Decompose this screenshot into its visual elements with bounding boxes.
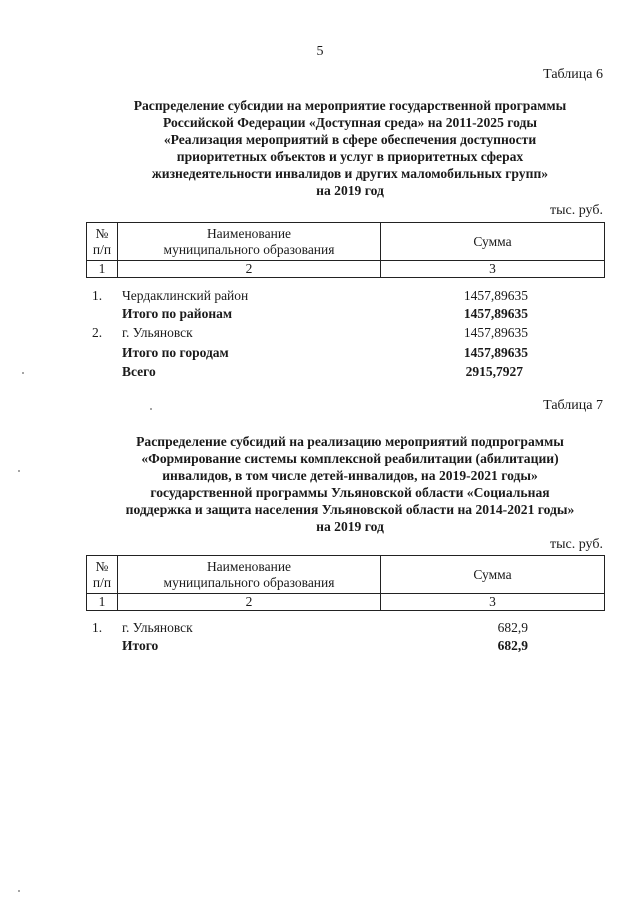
table7-title-line: поддержка и защита населения Ульяновской области на 2014-2021 годы» [125,502,575,517]
table6-row-sum: 1457,89635 [463,325,528,340]
scan-speck [18,470,20,472]
header-index-cell: 1 [87,594,118,611]
scan-speck [22,372,24,374]
scan-speck [18,890,20,892]
header-number-line: п/п [92,574,112,590]
header-index-cell: 3 [381,261,605,278]
table6-row-name: г. Ульяновск [122,325,193,340]
table7-title-line: «Формирование системы комплексной реабилитации (абилитации) [141,451,559,466]
table7-total-sum: 682,9 [497,638,528,653]
table6-label: Таблица 6 [543,67,603,82]
table7-header [86,555,605,611]
table6-subtotal-sum: 1457,89635 [463,345,528,360]
header-number-line: № [95,558,109,574]
header-name-line: Наименование [206,225,292,241]
table6-subtotal-sum: 1457,89635 [463,306,528,321]
table7-title-line: инвалидов, в том числе детей-инвалидов, на 2019-2021 годы» [162,468,538,483]
header-name-line: муниципального образования [163,574,335,590]
table7-unit: тыс. руб. [550,537,603,552]
table7-title-line: Распределение субсидий на реализацию мероприятий подпрограммы [136,434,564,449]
table6-title-line: «Реализация мероприятий в сфере обеспечения доступности [163,132,537,147]
header-number-line: № [95,225,109,241]
header-name-cell [118,556,381,594]
header-sum-cell: Сумма [381,556,605,594]
table7-title [60,433,640,535]
table6-row-number: 2. [92,325,103,340]
page-number: 5 [316,44,324,59]
table7-label: Таблица 7 [543,398,603,413]
header-index-cell: 2 [118,594,381,611]
header-index-cell: 3 [381,594,605,611]
table6-unit: тыс. руб. [550,203,603,218]
header-number-cell [87,556,118,594]
header-name-line: Наименование [206,558,292,574]
table6-title-line: приоритетных объектов и услуг в приоритетных сферах [176,149,524,164]
table6-total-sum: 2915,7927 [465,364,523,379]
table7-row-sum: 682,9 [497,620,528,635]
table6-header [86,222,605,278]
table6-subtotal-name: Итого по городам [122,345,229,360]
table6-title-line: Российской Федерации «Доступная среда» на 2011-2025 годы [162,115,537,130]
header-name-line: муниципального образования [163,241,335,257]
table6-title [70,97,630,199]
table7-row-number: 1. [92,620,103,635]
table6-total-name: Всего [122,364,156,379]
table6-row-sum: 1457,89635 [463,288,528,303]
table7-title-line: государственной программы Ульяновской области «Социальная [150,485,550,500]
table6-title-line: Распределение субсидии на мероприятие государственной программы [133,98,567,113]
table6-title-line: на 2019 год [316,183,384,198]
table6-row-name: Чердаклинский район [122,288,249,303]
table7-total-name: Итого [122,638,159,653]
header-sum-cell: Сумма [381,223,605,261]
table6-title-line: жизнедеятельности инвалидов и других маломобильных групп» [151,166,549,181]
header-number-line: п/п [92,241,112,257]
table7-row-name: г. Ульяновск [122,620,193,635]
table6-subtotal-name: Итого по районам [122,306,233,321]
header-index-cell: 1 [87,261,118,278]
table6-row-number: 1. [92,288,103,303]
header-index-cell: 2 [118,261,381,278]
header-name-cell [118,223,381,261]
table7-title-line: на 2019 год [316,519,384,534]
header-number-cell [87,223,118,261]
scan-speck [150,408,152,410]
